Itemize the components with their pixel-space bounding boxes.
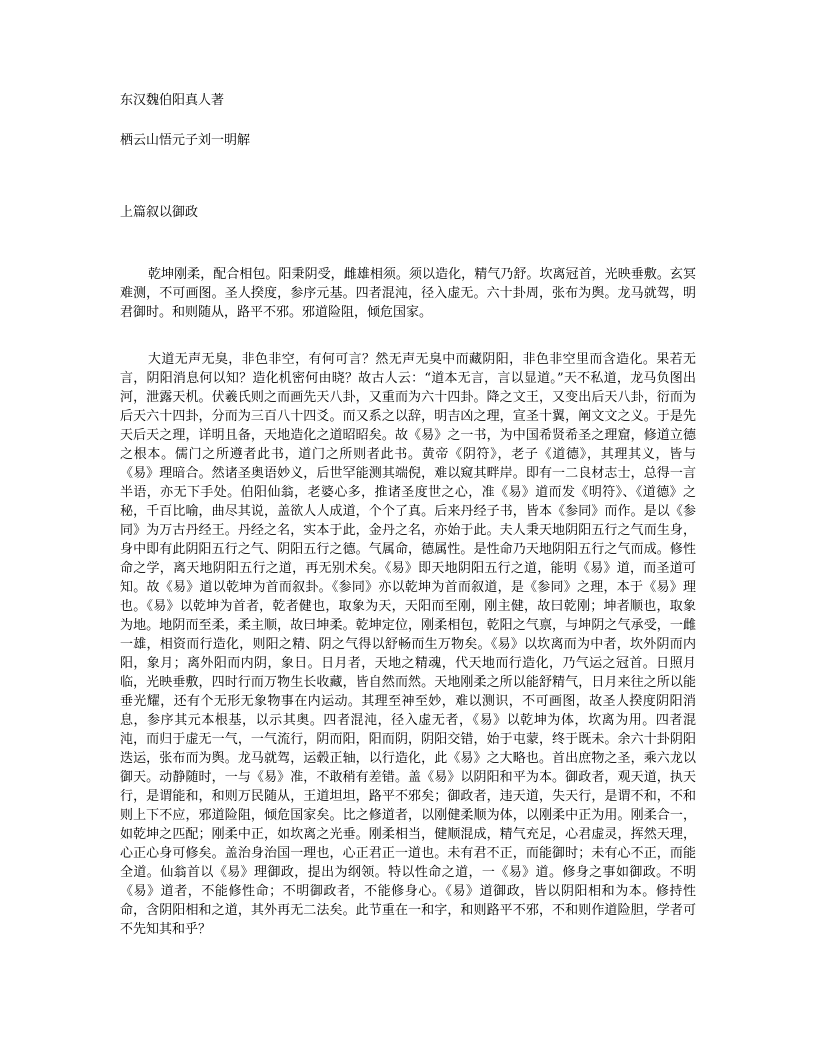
author-line: 东汉魏伯阳真人著 bbox=[120, 93, 225, 108]
commentator-line: 栖云山悟元子刘一明解 bbox=[120, 133, 251, 148]
verse-paragraph: 乾坤刚柔，配合相包。阳秉阴受，雌雄相须。须以造化，精气乃舒。坎离冠首，光映垂敷。玄冥难测，不可画图。圣人揆度，参序元基。四者混沌，径入虚无。六十卦周，张布为舆。龙马就驾，明君御时。和则随从，路平不邪。邪道险阻，倾危国家。 bbox=[120, 267, 696, 320]
section-title: 上篇叙以御政 bbox=[120, 205, 199, 220]
commentary-paragraph: 大道无声无臭，非色非空，有何可言？然无声无臭中而藏阴阳，非色非空里而含造化。果若无言，阴阳消息何以知？造化机密何由晓？故古人云：“道本无言，言以显道。”天不私道，龙马负图出河，泄露天机。伏羲氏则之而画先天八卦，又重而为六十四卦。降之文王，又变出后天八卦，衍而为后天六十四卦，分而为三百八十四爻。而又系之以辞，明吉凶之理，宣圣十翼，阐文文之义。于是先天后天之理，详明且备，天地造化之道昭昭矣。故《易》之一书，为中国希贤希圣之理窟，修道立德之根本。儒门之所遵者此书，道门之所则者此书。黄帝《阴符》，老子《道德》，其理其义，皆与《易》理暗合。然诸圣奥语妙义，后世罕能测其端倪，难以窥其畔岸。即有一二良材志士，总得一言半语，亦无下手处。伯阳仙翁，老婆心多，推诸圣度世之心，准《易》道而发《明符》、《道德》之秘，千百比喻，曲尽其说，盖欲人人成道，个个了真。后来丹经子书，皆本《参同》而作。是以《参同》为万古丹经王。丹经之名，实本于此，金丹之名，亦始于此。夫人秉天地阴阳五行之气而生身，身中即有此阴阳五行之气、阴阳五行之德。气属命，德属性。是性命乃天地阴阳五行之气而成。修性命之学，离天地阴阳五行之道，再无别术矣。《易》即天地阴阳五行之道，能明《易》道，而圣道可知。故《易》道以乾坤为首而叙卦。《参同》亦以乾坤为首而叙道，是《参同》之理，本于《易》理也。《易》以乾坤为首者，乾者健也，取象为天，天阳而至刚，刚主健，故曰乾刚；坤者顺也，取象为地。地阴而至柔，柔主顺，故曰坤柔。乾坤定位，刚柔相包，乾阳之气禀，与坤阴之气承受，一雌一雄，相资而行造化，则阳之精、阴之气得以舒畅而生万物矣。《易》以坎离而为中者，坎外阴而内阳，象月；离外阳而内阴，象日。日月者，天地之精魂，代天地而行造化，乃气运之冠首。日照月临，光映垂敷，四时行而万物生长收藏，皆自然而然。天地刚柔之所以能舒精气，日月来往之所以能垂光耀，还有个无形无象物事在内运动。其理至神至妙，难以测识，不可画图，故圣人揆度阴阳消息，参序其元本根基，以示其奥。四者混沌，径入虚无者，《易》以乾坤为体，坎离为用。四者混沌，而归于虚无一气，一气流行，阴而阳，阳而阴，阴阳交错，始于屯蒙，终于既未。余六十卦阴阳迭运，张布而为舆。龙马就驾，运毂正轴，以行造化，此《易》之大略也。首出庶物之圣，乘六龙以御天。动静随时，一与《易》准，不敢稍有差错。盖《易》以阴阳和平为本。御政者，观天道，执天行，是谓能和，和则万民随从，王道坦坦，路平不邪矣；御政者，违天道，失天行，是谓不和，不和则上下不应，邪道险阻，倾危国家矣。比之修道者，以刚健柔顺为体，以刚柔中正为用。刚柔合一，如乾坤之匹配；刚柔中正，如坎离之光垂。刚柔相当，健顺混成，精气充足，心君虚灵，挥然天理，心正心身可修矣。盖治身治国一理也，心正君正一道也。未有君不正，而能御时；未有心不正，而能全道。仙翁首以《易》理御政，提出为纲领。特以性命之道，一《易》道。修身之事如御政。不明《易》道者，不能修性命；不明御政者，不能修身心。《易》道御政，皆以阴阳相和为本。修持性命，含阴阳相和之道，其外再无二法矣。此节重在一和字，和则路平不邪，不和则作道险胆，学者可不先知其和乎？ bbox=[120, 352, 696, 937]
